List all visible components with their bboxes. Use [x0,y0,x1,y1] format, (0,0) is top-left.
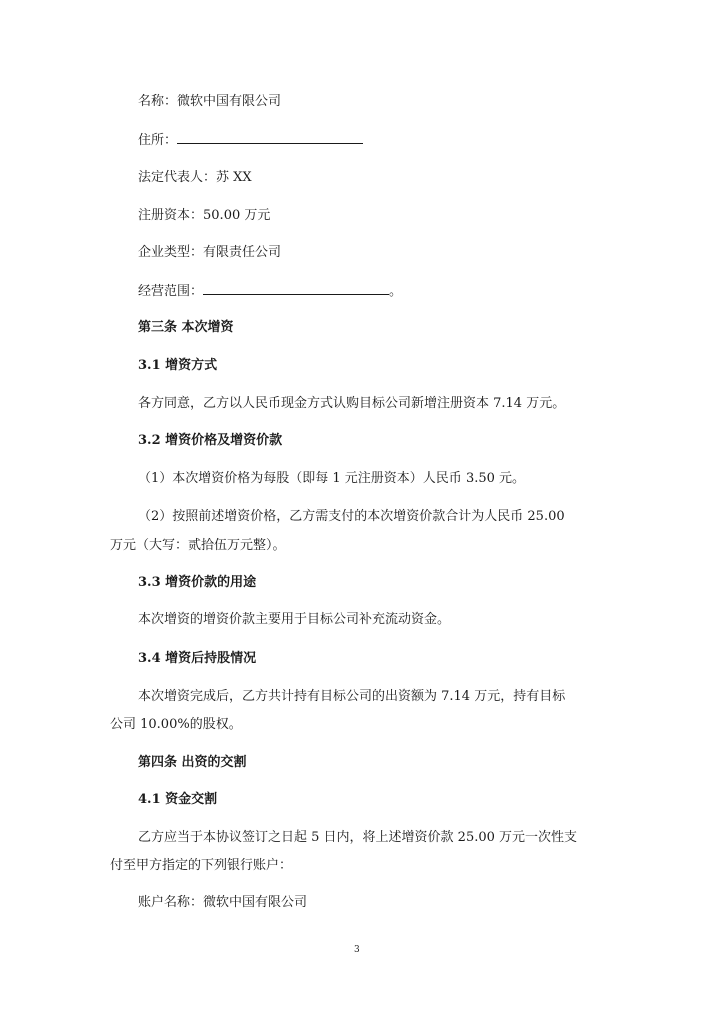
section-3-2-item1: （1）本次增资价格为每股（即每 1 元注册资本）人民币 3.50 元。 [138,471,526,486]
section-3-2-item2-line1: （2）按照前述增资价格，乙方需支付的本次增资价款合计为人民币 25.00 [138,509,565,524]
address-blank [177,130,363,144]
address-row [138,130,363,151]
company-type-row [138,243,281,263]
section-3-2-heading: 3.2 增资价格及增资价款 [138,433,283,448]
reg-capital-label: 注册资本： [138,208,204,223]
page-number: 3 [354,945,360,955]
company-name-label: 名称： [138,94,178,109]
article3-heading: 第三条 本次增资 [138,320,234,335]
section-4-1-line1: 乙方应当于本协议签订之日起 5 日内，将上述增资价款 25.00 万元一次性支 [138,830,578,845]
business-scope-label: 经营范围： [138,284,204,299]
business-scope-row [138,281,402,302]
section-3-4-heading: 3.4 增资后持股情况 [138,651,257,666]
legal-rep-row [138,168,252,188]
reg-capital-value: 50.00 万元 [203,208,271,223]
company-name-row [138,92,281,112]
section-3-1-text: 各方同意，乙方以人民币现金方式认购目标公司新增注册资本 7.14 万元。 [138,396,566,411]
company-type-label: 企业类型： [138,245,204,260]
section-4-1-heading: 4.1 资金交割 [138,792,218,807]
company-type-value: 有限责任公司 [203,245,282,260]
account-name-value: 微软中国有限公司 [203,895,308,910]
section-4-1-line2: 付至甲方指定的下列银行账户： [110,858,293,873]
account-name-row [138,893,307,913]
section-3-4-line1: 本次增资完成后，乙方共计持有目标公司的出资额为 7.14 万元，持有目标 [138,689,566,704]
business-scope-blank [203,281,389,295]
company-name-value: 微软中国有限公司 [177,94,282,109]
section-3-4-line2: 公司 10.00%的股权。 [110,717,242,732]
legal-rep-value: 苏 XX [216,170,252,185]
section-3-3-heading: 3.3 增资价款的用途 [138,575,257,590]
account-name-label: 账户名称： [138,895,204,910]
section-3-3-text: 本次增资的增资价款主要用于目标公司补充流动资金。 [138,612,451,627]
article4-heading: 第四条 出资的交割 [138,755,247,770]
business-scope-end: 。 [389,284,403,299]
section-3-2-item2-line2: 万元（大写：贰拾伍万元整）。 [110,538,286,553]
legal-rep-label: 法定代表人： [138,170,217,185]
address-label: 住所： [138,133,178,148]
reg-capital-row [138,206,270,226]
section-3-1-heading: 3.1 增资方式 [138,358,218,373]
